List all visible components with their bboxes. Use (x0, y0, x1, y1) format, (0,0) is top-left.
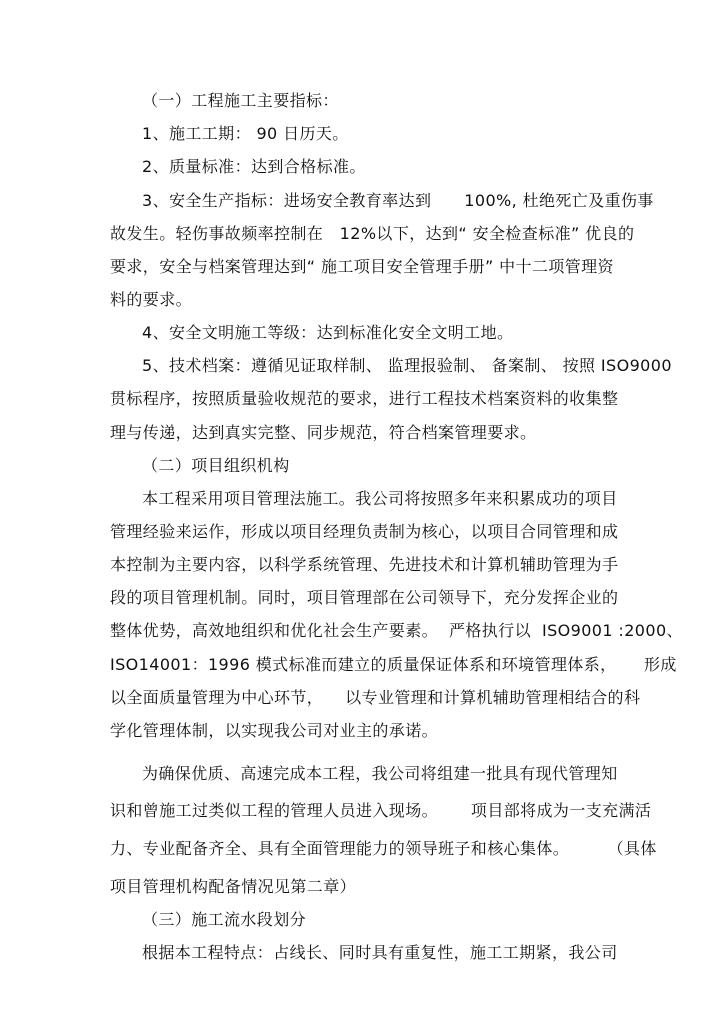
paragraph-line: 段的项目管理机制。同时，项目管理部在公司领导下，充分发挥企业的 (110, 588, 619, 607)
paragraph-line: 料的要求。 (110, 290, 193, 309)
paragraph-line: 故发生。轻伤事故频率控制在 12%以下，达到“ 安全检查标准” 优良的 (110, 224, 635, 243)
paragraph-line: 学化管理体制，以实现我公司对业主的承诺。 (110, 721, 439, 740)
paragraph-line: ISO14001：1996 模式标准而建立的质量保证体系和环境管理体系， 形成 (110, 655, 677, 674)
paragraph-line: 识和曾施工过类似工程的管理人员进入现场。 项目部将成为一支充满活 (110, 801, 652, 820)
paragraph-line: 本工程采用项目管理法施工。我公司将按照多年来积累成功的项目 (142, 489, 618, 508)
paragraph-line: 整体优势，高效地组织和优化社会生产要素。 严格执行以 ISO9001 :2000、 (110, 621, 683, 640)
paragraph-line: 项目管理机构配备情况见第二章） (110, 877, 357, 896)
paragraph-line: 4、安全文明施工等级：达到标准化安全文明工地。 (142, 323, 514, 342)
paragraph-line: 要求，安全与档案管理达到“ 施工项目安全管理手册” 中十二项管理资 (110, 257, 614, 276)
section-heading: （三）施工流水段划分 (142, 910, 307, 929)
paragraph-line: 5、技术档案：遵循见证取样制、 监理报验制、 备案制、 按照 ISO9000 (142, 356, 672, 375)
paragraph-line: 贯标程序，按照质量验收规范的要求，进行工程技术档案资料的收集整 (110, 389, 619, 408)
section-heading: （二）项目组织机构 (142, 456, 290, 475)
paragraph-line: 根据本工程特点：占线长、同时具有重复性，施工工期紧，我公司 (142, 943, 618, 962)
paragraph-line: 力、专业配备齐全、具有全面管理能力的领导班子和核心集体。 （具体 (110, 839, 657, 858)
paragraph-line: 以全面质量管理为中心环节， 以专业管理和计算机辅助管理相结合的科 (110, 688, 641, 707)
paragraph-line: 1、施工工期： 90 日历天。 (142, 124, 349, 143)
paragraph-line: 2、质量标准：达到合格标准。 (142, 157, 366, 176)
paragraph-line: 管理经验来运作，形成以项目经理负责制为核心，以项目合同管理和成 (110, 522, 619, 541)
section-heading: （一）工程施工主要指标： (142, 91, 339, 110)
paragraph-line: 理与传递，达到真实完整、同步规范，符合档案管理要求。 (110, 423, 537, 442)
paragraph-line: 本控制为主要内容，以科学系统管理、先进技术和计算机辅助管理为手 (110, 555, 619, 574)
paragraph-line: 为确保优质、高速完成本工程，我公司将组建一批具有现代管理知 (142, 764, 618, 783)
paragraph-line: 3、安全生产指标：进场安全教育率达到 100%, 杜绝死亡及重伤事 (142, 191, 654, 210)
